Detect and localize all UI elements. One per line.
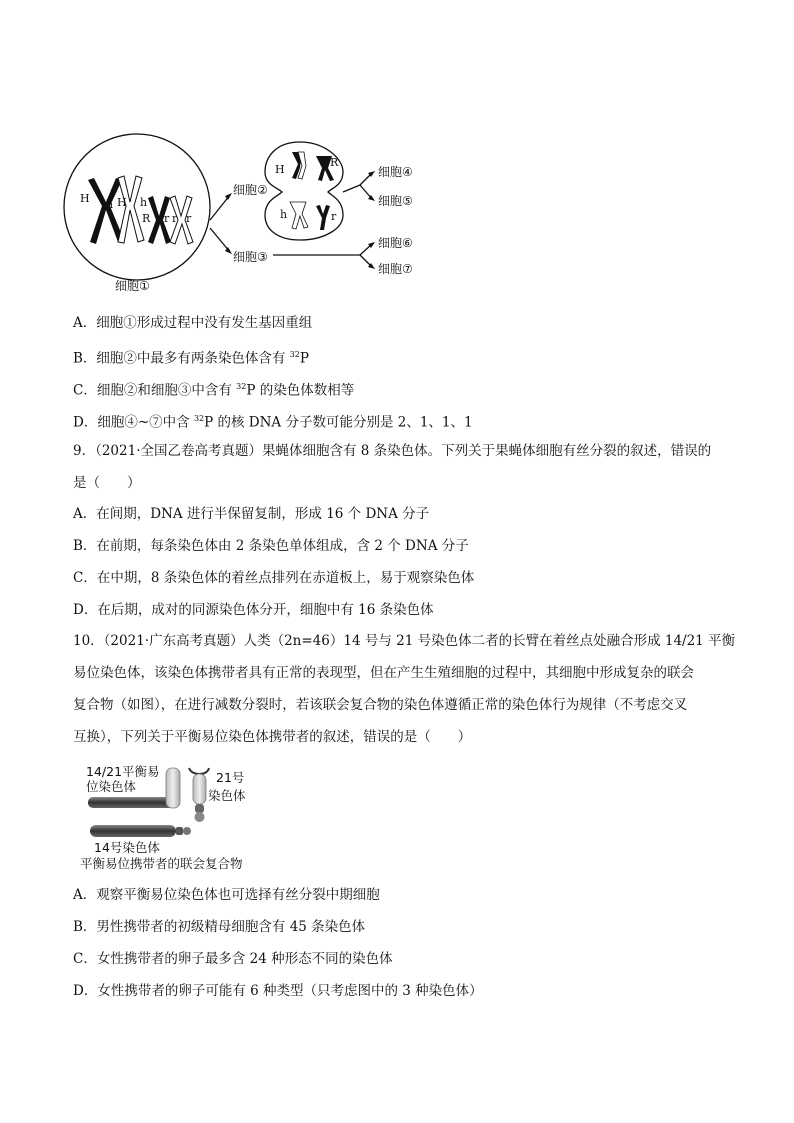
allele-r-1: r [164,212,170,225]
option-text: 女性携带者的卵子可能有 6 种类型（只考虑图中的 3 种染色体） [97,983,483,999]
q9-option-c [73,569,474,587]
option-letter: C． [73,951,97,967]
option-text-pre: 细胞②中最多有两条染色体含有 [96,350,290,367]
meiosis-diagram [60,130,460,300]
q10-stem-line4: 互换），下列关于平衡易位染色体携带者的叙述，错误的是（ ） [73,729,472,745]
option-text-post: P 的染色体数相等 [246,382,355,399]
cell2-label: 细胞② [233,183,268,197]
q8-option-a [73,314,312,332]
allele-r-4: r [331,210,337,223]
q10-stem-line3: 复合物（如图），在进行减数分裂时，若该联会复合物的染色体遵循正常的染色体行为规律（不考虑交叉 [73,697,688,713]
allele-h-2: h [140,196,148,209]
chr14-long-arm [90,825,176,837]
cell2-chromosomes [290,152,334,230]
chr21-label-line2: 染色体 [208,788,246,803]
q10-stem-line1: 10．（2021·广东高考真题）人类（2n=46）14 号与 21 号染色体二者的长臂在着丝点处融合形成 14/21 平衡 [73,633,736,649]
option-text-pre: 细胞②和细胞③中含有 [96,382,237,399]
option-text: 女性携带者的卵子最多含 24 种形态不同的染色体 [96,951,393,967]
option-letter: C． [73,382,97,399]
q10-option-a [73,886,380,904]
option-text: 在间期，DNA 进行半保留复制，形成 16 个 DNA 分子 [96,506,430,522]
option-letter: A． [73,887,97,903]
synapsis-complex-figure [78,760,318,875]
chr21-hook [189,768,209,774]
isotope-superscript: 32 [236,382,247,391]
translocation-chromosome-horizontal [88,797,174,808]
q10-option-b [73,918,365,936]
allele-H-3: H [275,163,285,176]
allele-h-3: h [280,208,288,221]
q8-option-b [73,346,309,368]
allele-r-2: r [172,212,178,225]
option-text: 在中期，8 条染色体的着丝点排列在赤道板上，易于观察染色体 [96,570,475,586]
cell6-label: 细胞⑥ [378,236,413,250]
option-text-pre: 细胞④~⑦中含 [97,414,194,431]
allele-R-2: R [330,156,339,169]
option-text-post: P [299,350,309,367]
option-letter: B． [73,919,97,935]
chr21-long-arm [193,774,206,804]
isotope-superscript: 32 [289,350,300,359]
option-letter: D． [73,983,98,999]
option-letter: A． [73,315,97,331]
option-text: 观察平衡易位染色体也可选择有丝分裂中期细胞 [96,887,380,903]
arrow-cell2-line [343,185,360,192]
option-text-post: P 的核 DNA 分子数可能分别是 2、1、1、1 [204,414,473,431]
option-text: 在前期，每条染色体由 2 条染色单体组成，含 2 个 DNA 分子 [96,538,469,554]
q9-option-a [73,505,429,523]
allele-H-2: H [117,196,127,209]
cell3-label: 细胞③ [233,250,268,264]
allele-r-3: r [186,212,192,225]
allele-H-1: H [80,192,90,205]
option-text: 细胞①形成过程中没有发生基因重组 [96,315,313,331]
chr14-satellite [183,827,191,835]
chr21-label-line1: 21号 [216,770,245,785]
chr21-short-arm [195,804,204,813]
cell4-label: 细胞④ [378,165,413,179]
option-letter: B． [73,538,97,554]
figure-caption: 平衡易位携带者的联会复合物 [80,856,243,871]
cell7-label: 细胞⑦ [378,262,413,276]
option-letter: A． [73,506,97,522]
chr21-satellite [195,812,205,822]
option-letter: C． [73,570,97,586]
translocation-label-line2: 位染色体 [86,779,137,794]
translocation-chromosome-vertical [166,768,180,808]
q8-option-d [73,410,473,432]
chr14-label: 14号染色体 [94,840,160,855]
q9-stem-line2: 是（ ） [73,475,141,491]
q8-option-c [73,378,354,400]
option-letter: D． [73,414,98,431]
allele-R-1: R [142,212,151,225]
chr14-short-arm [176,827,183,835]
translocation-label-line1: 14/21平衡易 [86,764,160,779]
q9-option-d [73,601,434,619]
option-letter: B． [73,350,97,367]
cell5-label: 细胞⑤ [378,194,413,208]
q9-option-b [73,537,469,555]
cell1-chromosomes [88,176,193,244]
option-text: 男性携带者的初级精母细胞含有 45 条染色体 [96,919,366,935]
q10-stem-line2: 易位染色体，该染色体携带者具有正常的表现型，但在产生生殖细胞的过程中，其细胞中形成复杂的联会 [73,665,694,681]
q9-stem-line1: 9．（2021·全国乙卷高考真题）果蝇体细胞含有 8 条染色体。下列关于果蝇体细胞有丝分裂的叙述，错误的 [73,443,712,459]
option-letter: D． [73,602,98,618]
option-text: 在后期，成对的同源染色体分开，细胞中有 16 条染色体 [97,602,434,618]
q10-option-d [73,982,483,1000]
cell1-label: 细胞① [115,279,150,293]
isotope-superscript: 32 [193,414,205,423]
q10-option-c [73,950,393,968]
arrow-to-cell2 [210,195,230,220]
allele-h-1: h [106,198,114,211]
